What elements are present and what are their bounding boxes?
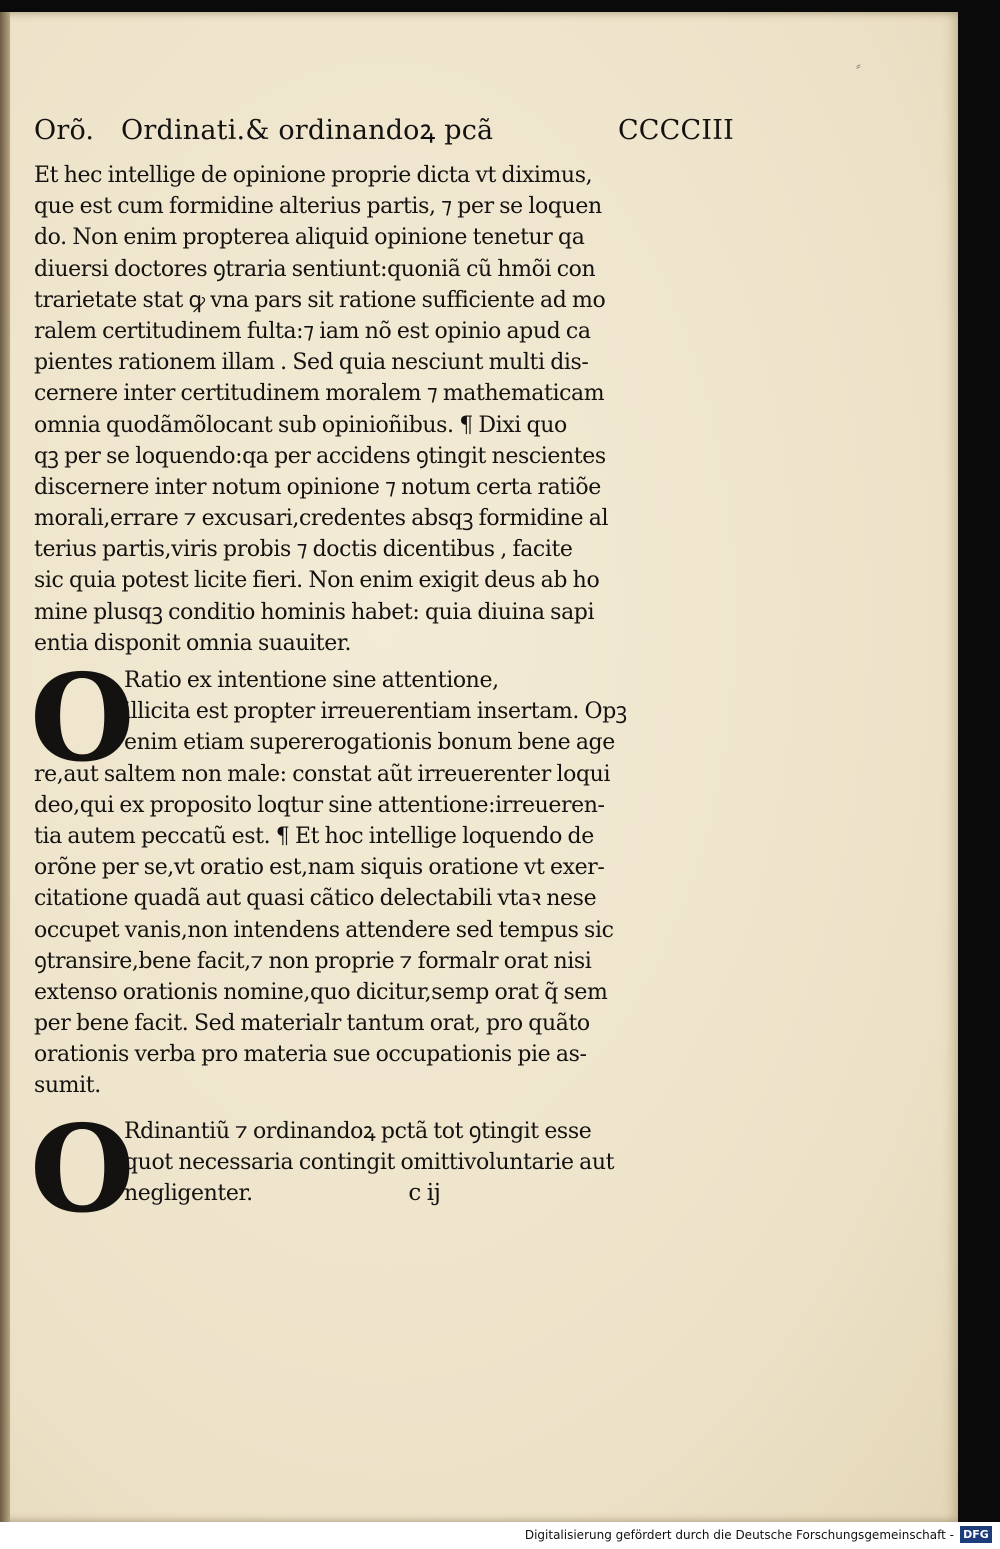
- text-line: per bene facit. Sed materialr tantum orat, pro quãto: [34, 1011, 590, 1037]
- text-line: sumit.: [34, 1073, 101, 1099]
- text-line: orõne per se,vt oratio est,nam siquis oratione vt exer-: [34, 855, 605, 881]
- text-line: discernere inter notum opinione ⁊ notum certa ratiõe: [34, 474, 601, 500]
- text-line: citatione quadã aut quasi cãtico delectabili vtaꝛ nese: [34, 886, 597, 912]
- paragraph-2: [30, 648, 734, 1102]
- page-gutter: [0, 12, 10, 1522]
- text-line: ꝯtransire,bene facit,⁊ non proprie ⁊ formalr orat nisi: [34, 948, 592, 974]
- text-line: entia disponit omnia suauiter.: [34, 630, 352, 656]
- drop-cap: O: [30, 648, 135, 789]
- text-line: Et hec intellige de opinione proprie dicta vt diximus,: [34, 163, 593, 188]
- text-line: occupet vanis,non intendens attendere sed tempus sic: [34, 917, 614, 943]
- text-line: terius partis,viris probis ⁊ doctis dicentibus , facite: [34, 537, 573, 563]
- header-title: Ordinati.& ordinandoꝝ pcã: [121, 115, 494, 146]
- text-line: qꝫ per se loquendo:qa per accidens ꝯtingit nescientes: [34, 443, 606, 469]
- text-line: sic quia potest licite fieri. Non enim exigit deus ab ho: [34, 568, 600, 594]
- paragraph-1: [34, 160, 734, 659]
- text-line: que est cum formidine alterius partis, ⁊ per se loquen: [34, 194, 602, 220]
- text-line: cernere inter certitudinem moralem ⁊ mathematicam: [34, 381, 605, 407]
- text-line: tia autem peccatũ est. ¶ Et hoc intellige loquendo de: [34, 823, 594, 849]
- text-line: Rdinantiũ ⁊ ordinandoꝝ pctã tot ꝯtingit esse: [124, 1118, 592, 1144]
- text-line: morali,errare ⁊ excusari,credentes absqꝫ formidine al: [34, 506, 609, 532]
- text-line: omnia quodãmõlocant sub opinioñibus. ¶ Dixi quo: [34, 412, 567, 438]
- text-line: extenso orationis nomine,quo dicitur,semp orat q̃ sem: [34, 979, 608, 1005]
- dfg-logo: DFG: [960, 1526, 992, 1543]
- text-line: pientes rationem illam . Sed quia nesciunt multi dis-: [34, 350, 589, 376]
- footer-credit: Digitalisierung gefördert durch die Deutsche Forschungsgemeinschaft -: [524, 1528, 954, 1542]
- paragraph-3: [30, 1098, 734, 1240]
- drop-cap: O: [30, 1098, 135, 1240]
- text-line: enim etiam supererogationis bonum bene age: [124, 730, 615, 756]
- folio-number: CCCCIII: [617, 115, 734, 146]
- scan-edge: [958, 12, 1000, 1522]
- text-line: Ratio ex intentione sine attentione,: [124, 668, 499, 693]
- signature-mark: c ij: [408, 1180, 441, 1206]
- page-corner-mark: ⸗: [856, 58, 861, 74]
- text-line: ralem certitudinem fulta:⁊ iam nõ est opinio apud ca: [34, 318, 591, 344]
- text-line: do. Non enim propterea aliquid opinione tenetur qa: [34, 225, 585, 251]
- text-line: negligenter. c ij: [34, 1178, 734, 1209]
- text-line: re,aut saltem non male: constat aũt irreuerenter loqui: [34, 761, 611, 787]
- text-line: diuersi doctores ꝯtraria sentiunt:quoniã cũ hmõi con: [34, 256, 596, 282]
- page-text: [30, 108, 734, 1240]
- book-page: [0, 12, 961, 1522]
- running-header: [34, 108, 734, 154]
- header-left: Orõ.: [34, 115, 95, 146]
- text-line: trarietate stat ꝙ vna pars sit ratione sufficiente ad mo: [34, 287, 606, 313]
- footer-bar: [0, 1522, 1000, 1549]
- text-line: illicita est propter irreuerentiam insertam. Opꝫ: [124, 699, 627, 725]
- text-line: quot necessaria contingit omittivoluntarie aut: [124, 1149, 615, 1175]
- text-line: deo,qui ex proposito loqtur sine attentione:irreueren-: [34, 792, 605, 818]
- text-line: mine plusqꝫ conditio hominis habet: quia diuina sapi: [34, 599, 595, 625]
- text-line: orationis verba pro materia sue occupationis pie as-: [34, 1042, 587, 1068]
